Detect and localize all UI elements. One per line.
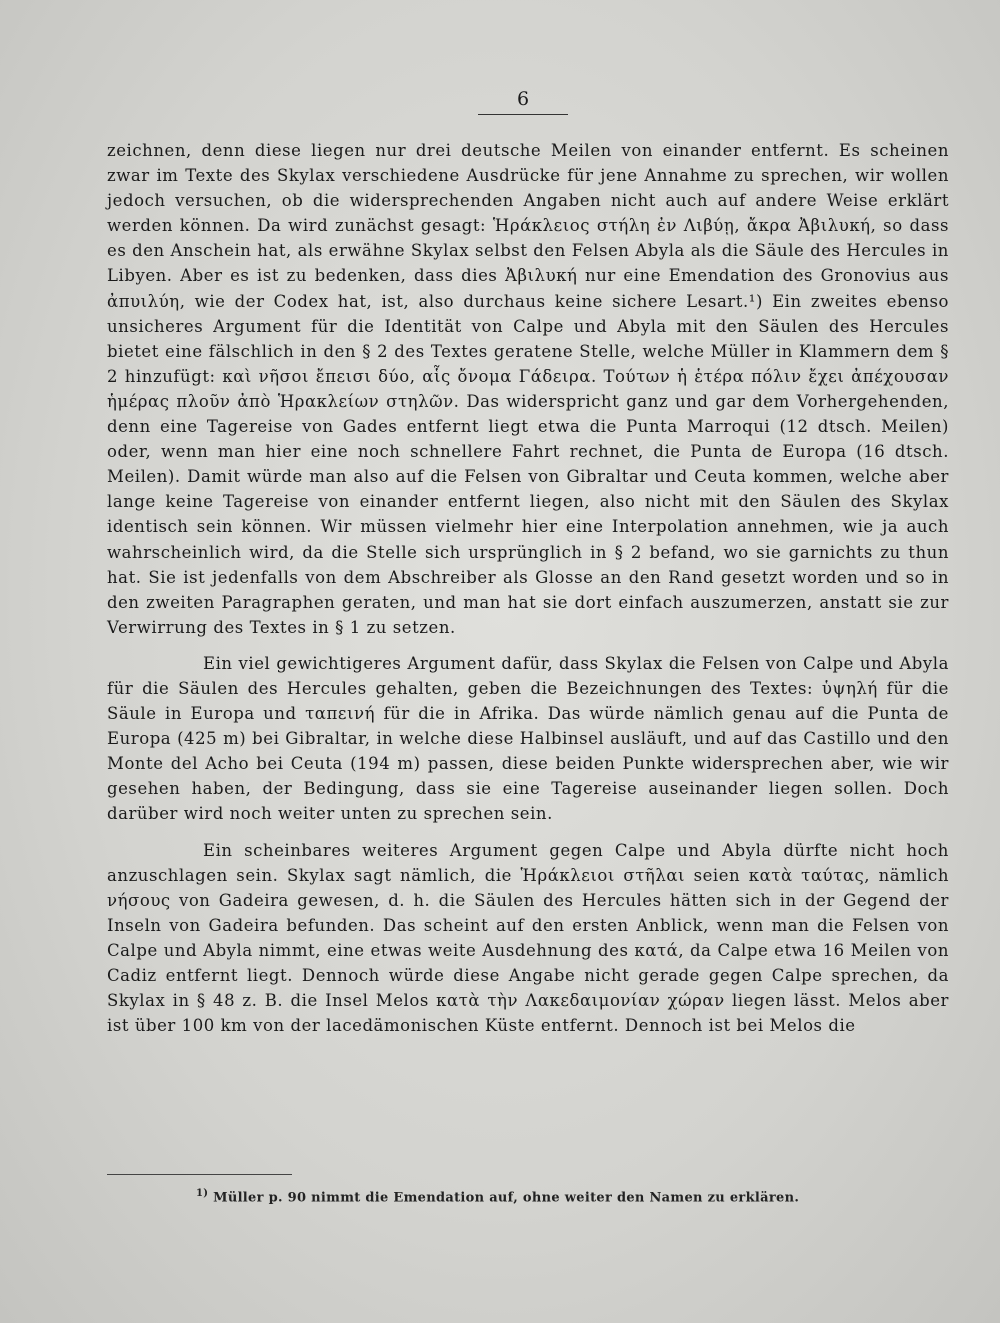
page-header: [478, 88, 568, 115]
header-rule: [478, 114, 568, 115]
paragraph-3: Ein scheinbares weiteres Argument gegen Calpe und Abyla dürfte nicht hoch anzuschlagen sein. Skylax sagt nämlich, die Ἡράκλειοι στῆλαι seien κατὰ ταύτας, nämlich νήσους von Gadeira gewesen, d. h. die Säulen des Hercules hätten sich in der Gegend der Inseln von Gadeira befunden. Das scheint auf den ersten Anblick, wenn man die Felsen von Calpe und Abyla nimmt, eine etwas weite Ausdehnung des κατά, da Calpe etwa 16 Meilen von Cadiz entfernt liegt. Dennoch würde diese Angabe nicht gerade gegen Calpe sprechen, da Skylax in § 48 z. B. die Insel Melos κατὰ τὴν Λακεδαιμονίαν χώραν liegen lässt. Melos aber ist über 100 km von der lacedämonischen Küste entfernt. Dennoch ist bei Melos die: [107, 840, 949, 1036]
paragraph-1: zeichnen, denn diese liegen nur drei deutsche Meilen von einander entfernt. Es scheinen zwar im Texte des Skylax verschiedene Ausdrücke für jene Annahme zu sprechen, wir wollen jedoch versuchen, ob die widersprechenden Angaben nicht auch auf andere Weise erklärt werden können. Da wird zunächst gesagt: Ἡράκλειος στήλη ἐν Λιβύῃ, ἄκρα Ἀβιλυκή, so dass es den Anschein hat, als erwähne Skylax selbst den Felsen Abyla als die Säule des Hercules in Libyen. Aber es ist zu bedenken, dass dies Ἀβιλυκή nur eine Emendation des Gronovius aus ἀπυιλύη, wie der Codex hat, ist, also durchaus keine sichere Lesart.¹) Ein zweites ebenso unsicheres Argument für die Identität von Calpe und Abyla mit den Säulen des Hercules bietet eine fälschlich in den § 2 des Textes geratene Stelle, welche Müller in Klammern dem § 2 hinzufügt: καὶ νῆσοι ἔπεισι δύο, αἷς ὄνομα Γάδειρα. Τούτων ἡ ἑτέρα πόλιν ἔχει ἀπέχουσαν ἡμέρας πλοῦν ἀπὸ Ἡρακλείων στηλῶν. Das widerspricht ganz und gar dem Vorhergehenden, denn eine Tagereise von Gades entfernt liegt etwa die Punta Marroqui (12 dtsch. Meilen) oder, wenn man hier eine noch schnellere Fahrt rechnet, die Punta de Europa (16 dtsch. Meilen). Damit würde man also auf die Felsen von Gibraltar und Ceuta kommen, welche aber lange keine Tagereise von einander entfernt liegen, also nicht mit den Säulen des Skylax identisch sein können. Wir müssen vielmehr hier eine Interpolation annehmen, wie ja auch wahrscheinlich wird, da die Stelle sich ursprünglich in § 2 befand, wo sie garnichts zu thun hat. Sie ist jedenfalls von dem Abschreiber als Glosse an den Rand gesetzt worden und so in den zweiten Paragraphen geraten, und man hat sie dort einfach auszumerzen, anstatt sie zur Verwirrung des Textes in § 1 zu setzen.: [107, 141, 949, 637]
body-text: [107, 138, 949, 1038]
footnote-text: Müller p. 90 nimmt die Emendation auf, ohne weiter den Namen zu erklären.: [213, 1190, 800, 1206]
page-number: 6: [516, 88, 530, 110]
footnote: [196, 1188, 916, 1205]
paragraph-2: Ein viel gewichtigeres Argument dafür, dass Skylax die Felsen von Calpe und Abyla für die Säulen des Hercules gehalten, geben die Bezeichnungen des Textes: ὑψηλή für die Säule in Europa und ταπεινή für die in Afrika. Das würde nämlich genau auf die Punta de Europa (425 m) bei Gibraltar, in welche diese Halbinsel ausläuft, und auf das Castillo und den Monte del Acho bei Ceuta (194 m) passen, diese beiden Punkte widersprechen aber, wie wir gesehen haben, der Bedingung, dass sie eine Tagereise auseinander liegen sollen. Doch darüber wird noch weiter unten zu sprechen sein.: [107, 653, 949, 824]
footnote-rule: [107, 1174, 292, 1175]
footnote-marker: 1): [196, 1188, 209, 1199]
